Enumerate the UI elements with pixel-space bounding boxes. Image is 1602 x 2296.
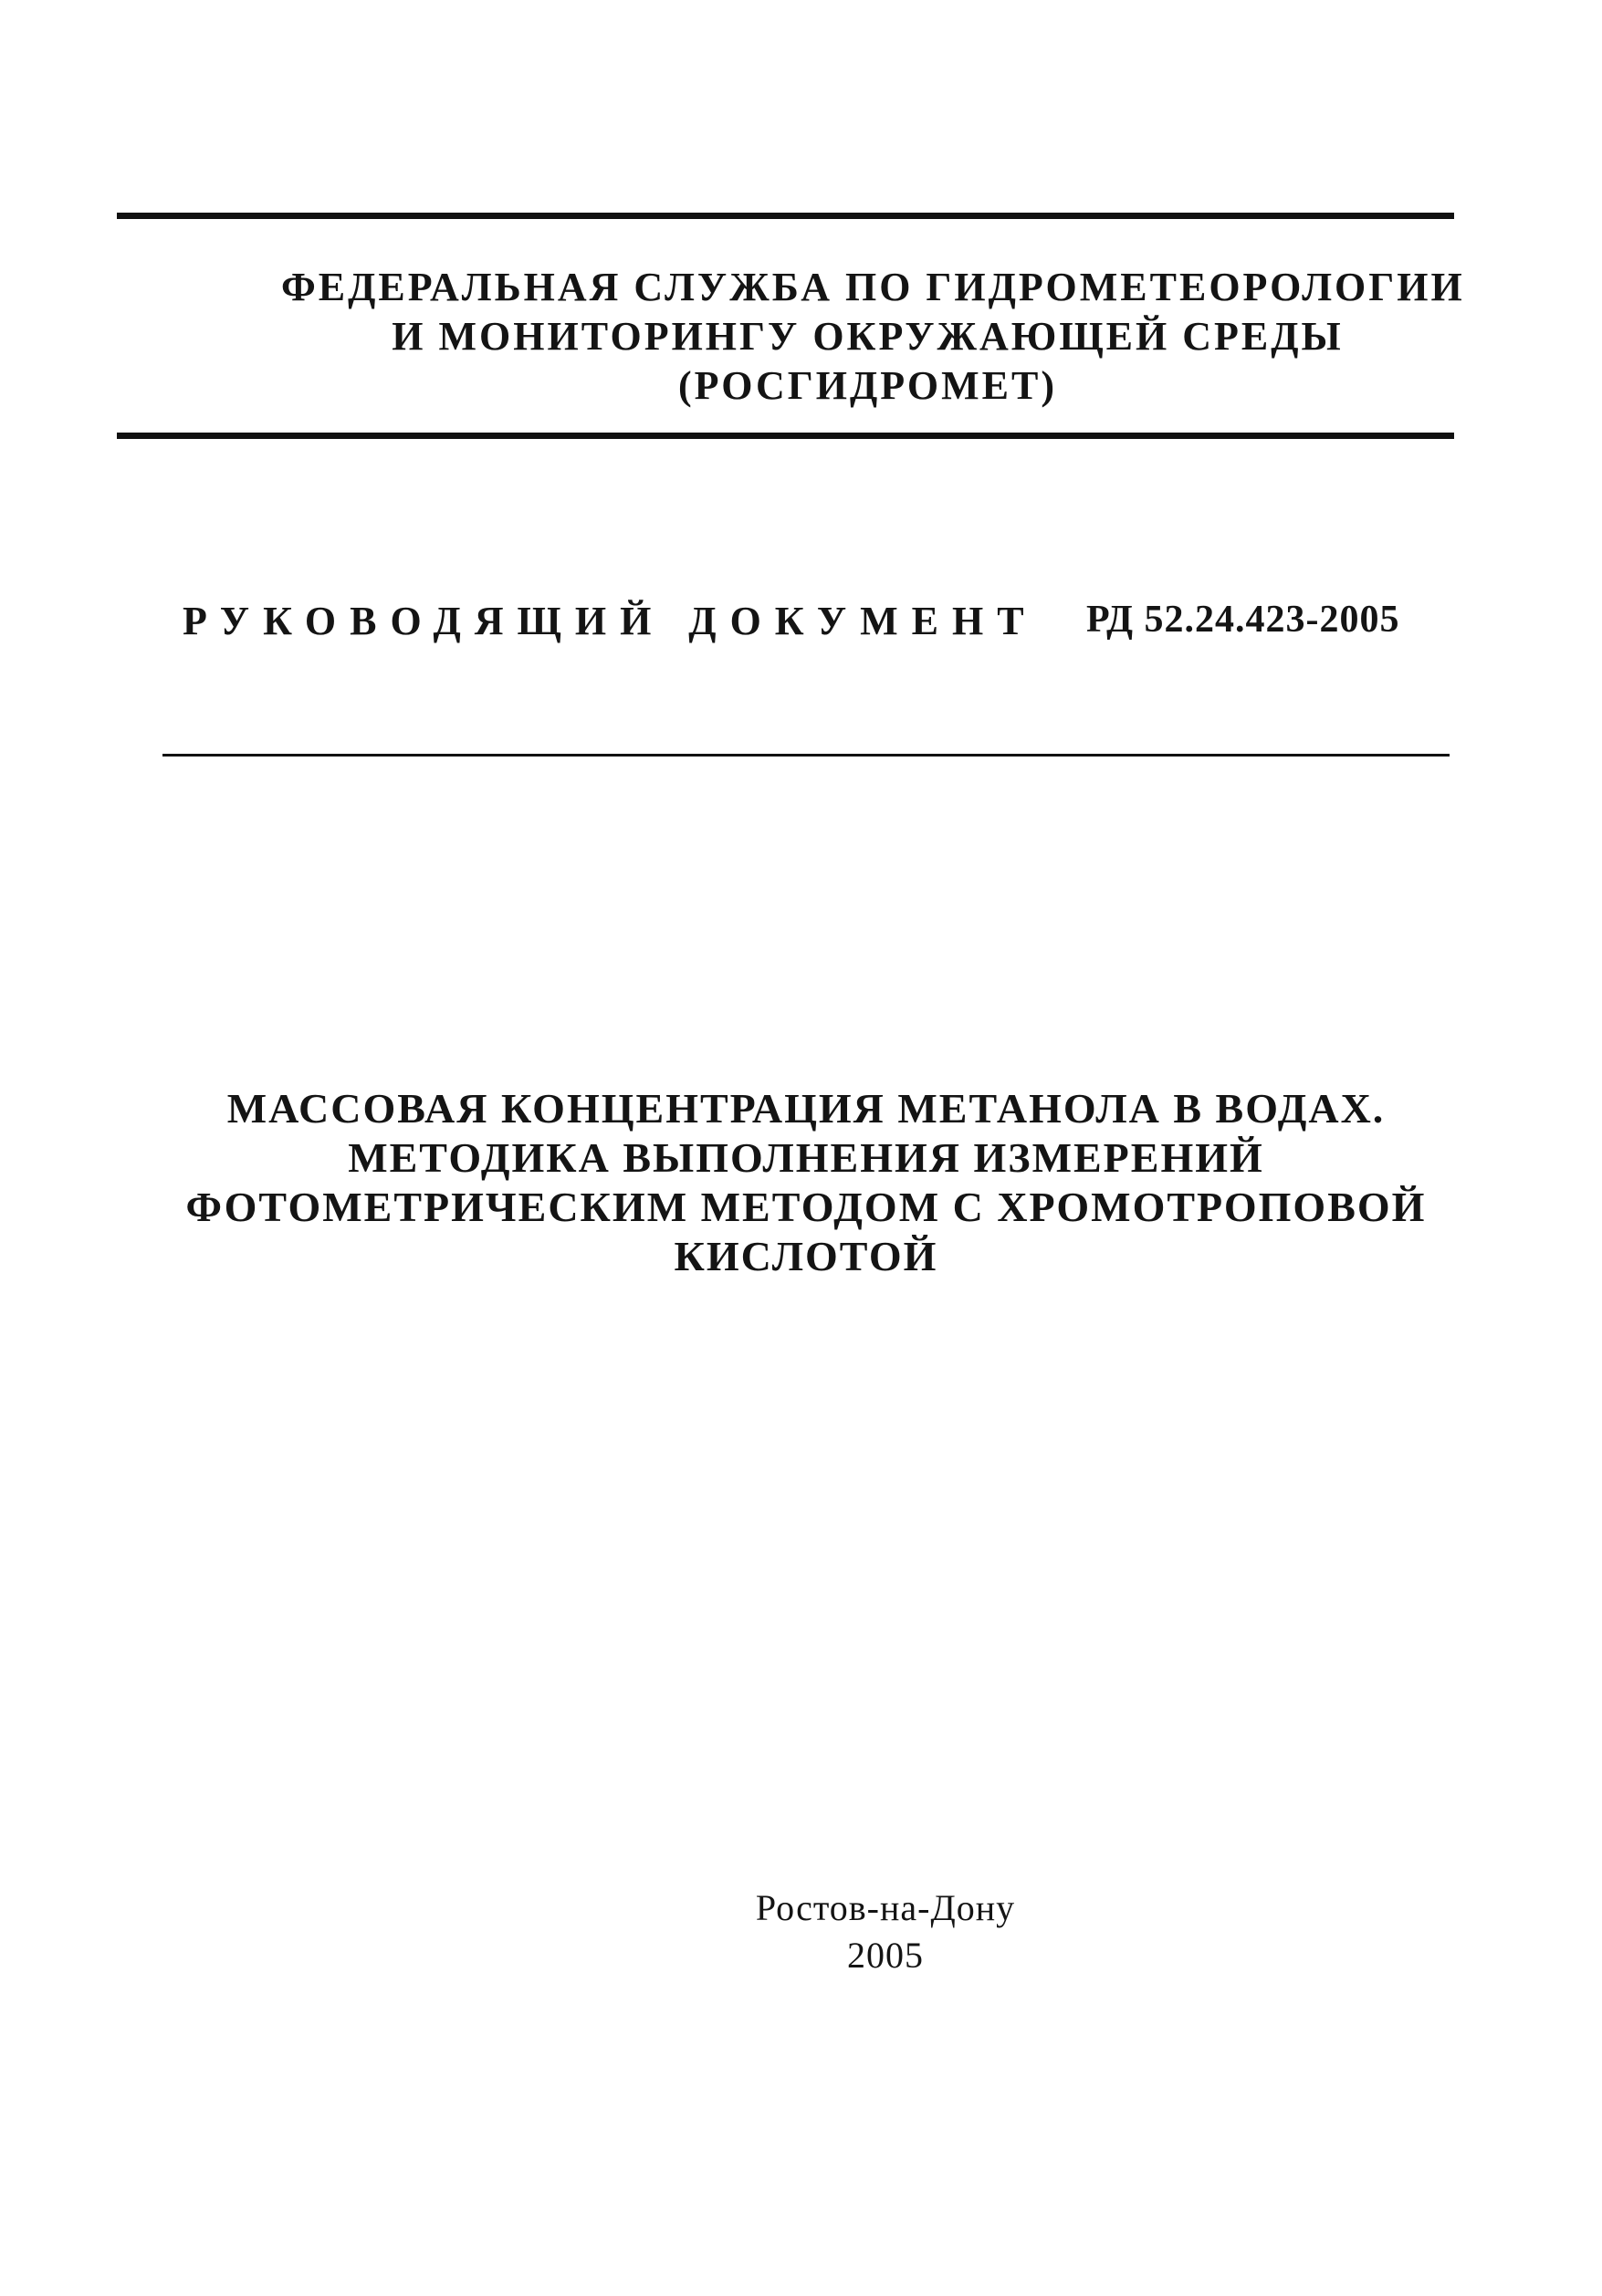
document-type-rule: [162, 754, 1450, 757]
imprint-city: Ростов-на-Дону: [755, 1887, 1016, 1928]
agency-line-3: (РОСГИДРОМЕТ): [677, 363, 1058, 408]
agency-header: [117, 263, 1465, 411]
title-line-4: КИСЛОТОЙ: [674, 1233, 938, 1279]
document-type: РУКОВОДЯЩИЙ ДОКУМЕНТ: [183, 599, 1038, 643]
title-line-1: МАССОВАЯ КОНЦЕНТРАЦИЯ МЕТАНОЛА В ВОДАХ.: [226, 1085, 1386, 1132]
document-code: РД 52.24.423-2005: [1086, 599, 1400, 641]
header-bottom-rule: [117, 433, 1454, 439]
top-rule: [117, 213, 1454, 219]
imprint-year: 2005: [847, 1935, 924, 1976]
agency-line-1: ФЕДЕРАЛЬНАЯ СЛУЖБА ПО ГИДРОМЕТЕОРОЛОГИИ: [281, 265, 1465, 309]
title-line-2: МЕТОДИКА ВЫПОЛНЕНИЯ ИЗМЕРЕНИЙ: [348, 1134, 1264, 1181]
document-title: [162, 1084, 1450, 1281]
imprint: [749, 1884, 1022, 1979]
title-line-3: ФОТОМЕТРИЧЕСКИМ МЕТОДОМ С ХРОМОТРОПОВОЙ: [185, 1184, 1427, 1230]
agency-line-2: И МОНИТОРИНГУ ОКРУЖАЮЩЕЙ СРЕДЫ: [392, 314, 1344, 359]
